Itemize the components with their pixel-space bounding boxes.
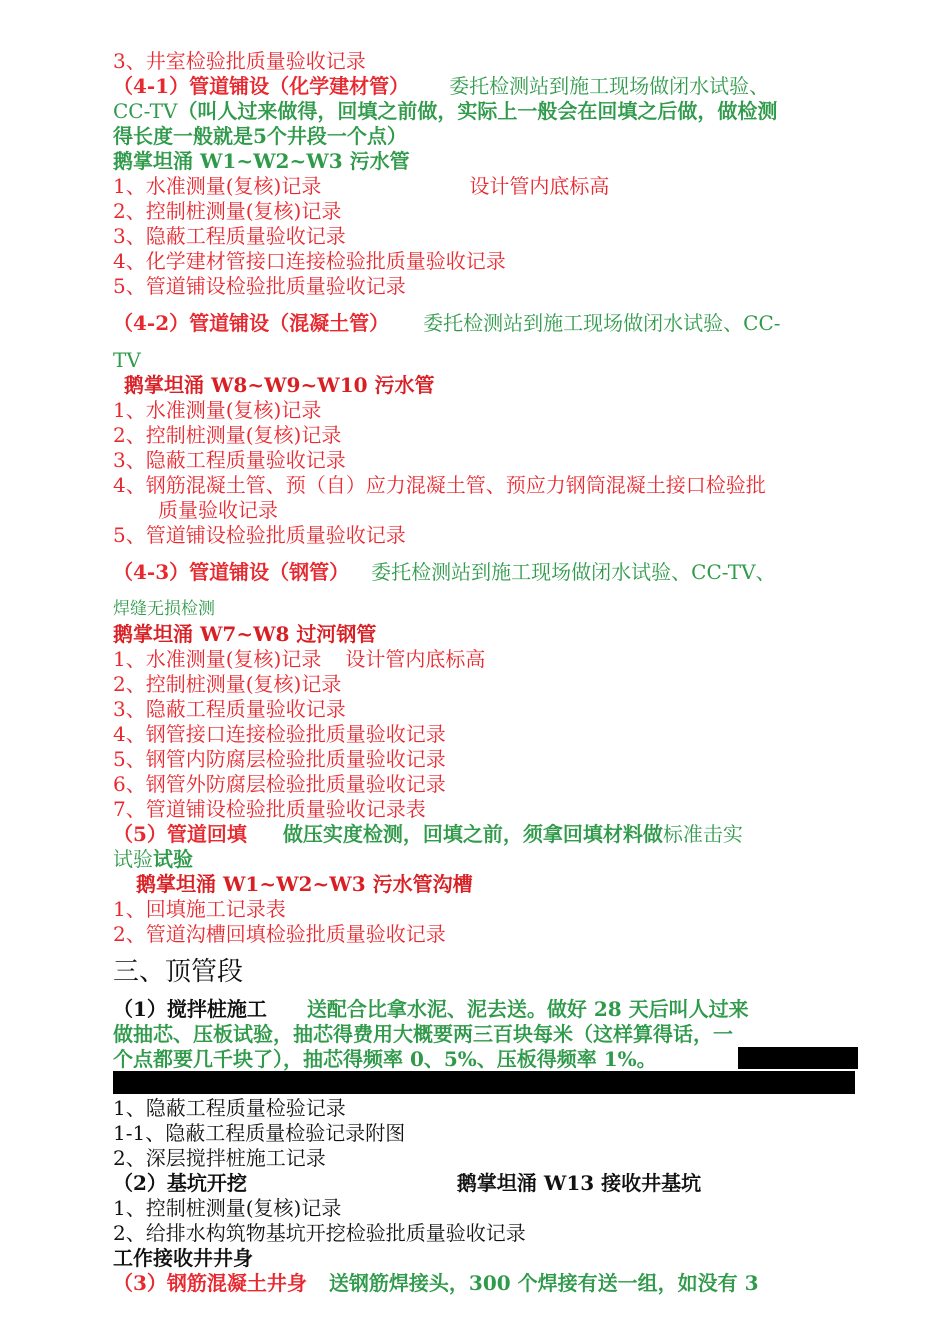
- subheading: 鹅掌坦涌 W7~W8 过河钢管: [113, 622, 377, 646]
- list-item-text: 1、水准测量(复核)记录: [113, 174, 322, 198]
- list-item: [113, 174, 868, 199]
- list-item: 5、管道铺设检验批质量验收记录: [113, 274, 406, 298]
- list-item: 1-1、隐蔽工程质量检验记录附图: [113, 1121, 406, 1145]
- heading-label: （1）搅拌桩施工: [113, 997, 267, 1021]
- list-item: 3、隐蔽工程质量验收记录: [113, 448, 346, 472]
- redaction-bar: [113, 1071, 855, 1094]
- section-heading-3: [113, 1271, 868, 1296]
- section-heading-2: [113, 1171, 868, 1196]
- heading-note: 委托检测站到施工现场做闭水试验、: [449, 74, 770, 98]
- section-heading-4-2: [113, 311, 868, 336]
- list-item: 5、钢管内防腐层检验批质量验收记录: [113, 747, 446, 771]
- heading-label: （5）管道回填: [113, 822, 247, 846]
- heading-label: （4-2）管道铺设（混凝土管）: [113, 311, 390, 335]
- list-item-note: 设计管内底标高: [469, 174, 610, 198]
- section-heading-4-1: [113, 74, 868, 99]
- heading-note: 做压实度检测，回填之前，须拿回填材料做: [282, 822, 663, 846]
- list-item: 3、井室检验批质量验收记录: [113, 49, 366, 73]
- heading-label: （3）钢筋混凝土井身: [113, 1271, 307, 1295]
- note-text: CC-TV: [113, 99, 178, 123]
- subheading: 鹅掌坦涌 W1~W2~W3 污水管: [113, 149, 410, 173]
- list-item: 1、水准测量(复核)记录: [113, 398, 322, 422]
- heading-note: 标准击实: [662, 822, 743, 846]
- list-item: 2、控制桩测量(复核)记录: [113, 672, 342, 696]
- section-heading-4-3: [113, 560, 868, 585]
- list-item: 1、隐蔽工程质量检验记录: [113, 1096, 346, 1120]
- subheading: 工作接收井井身: [113, 1246, 253, 1270]
- heading-note: 委托检测站到施工现场做闭水试验、CC-TV、: [371, 560, 776, 584]
- list-item-continued: 质量验收记录: [158, 498, 278, 522]
- note-line: 个点都要几千块了），抽芯得频率 0、5%、压板得频率 1%。: [113, 1047, 657, 1071]
- note-text: 试验: [113, 847, 153, 871]
- list-item-text: 1、水准测量(复核)记录: [113, 647, 322, 671]
- redaction-bar: [738, 1047, 858, 1069]
- heading-note: 鹅掌坦涌 W13 接收井基坑: [456, 1171, 702, 1195]
- list-item: 2、深层搅拌桩施工记录: [113, 1146, 326, 1170]
- heading-note: 送钢筋焊接头，300 个焊接有送一组，如没有 3: [328, 1271, 759, 1295]
- note-line: 焊缝无损检测: [113, 599, 215, 619]
- list-item: 6、钢管外防腐层检验批质量验收记录: [113, 772, 446, 796]
- note-line: [113, 847, 868, 872]
- subheading: 鹅掌坦涌 W1~W2~W3 污水管沟槽: [136, 872, 473, 896]
- list-item: 1、控制桩测量(复核)记录: [113, 1196, 342, 1220]
- section-heading-5: [113, 822, 868, 847]
- note-line: 做抽芯、压板试验，抽芯得费用大概要两三百块每米（这样算得话，一: [113, 1022, 733, 1046]
- list-item: 4、钢筋混凝土管、预（自）应力混凝土管、预应力钢筒混凝土接口检验批: [113, 473, 766, 497]
- list-item: 2、给排水构筑物基坑开挖检验批质量验收记录: [113, 1221, 526, 1245]
- heading-label: （4-1）管道铺设（化学建材管）: [113, 74, 410, 98]
- heading-label: （4-3）管道铺设（钢管）: [113, 560, 350, 584]
- section-title: 三、顶管段: [113, 957, 244, 987]
- list-item: 5、管道铺设检验批质量验收记录: [113, 523, 406, 547]
- note-line: TV: [113, 348, 141, 372]
- subheading: 鹅掌坦涌 W8~W9~W10 污水管: [124, 373, 435, 397]
- list-item: 2、控制桩测量(复核)记录: [113, 423, 342, 447]
- list-item: 3、隐蔽工程质量验收记录: [113, 224, 346, 248]
- list-item: 4、钢管接口连接检验批质量验收记录: [113, 722, 446, 746]
- list-item: 1、回填施工记录表: [113, 897, 286, 921]
- list-item: [113, 647, 868, 672]
- note-text: 试验: [153, 847, 193, 871]
- list-item: 3、隐蔽工程质量验收记录: [113, 697, 346, 721]
- list-item: 2、管道沟槽回填检验批质量验收记录: [113, 922, 446, 946]
- section-heading-1: [113, 997, 868, 1022]
- list-item: 7、管道铺设检验批质量验收记录表: [113, 797, 426, 821]
- heading-note: 委托检测站到施工现场做闭水试验、CC-: [423, 311, 781, 335]
- note-line: [113, 99, 868, 124]
- note-text: （叫人过来做得，回填之前做，实际上一般会在回填之后做，做检测: [177, 99, 778, 123]
- list-item: 2、控制桩测量(复核)记录: [113, 199, 342, 223]
- note-line: 得长度一般就是5个井段一个点）: [113, 124, 407, 148]
- heading-note: 送配合比拿水泥、泥去送。做好 28 天后叫人过来: [306, 997, 749, 1021]
- list-item-note: 设计管内底标高: [345, 647, 486, 671]
- list-item: 4、化学建材管接口连接检验批质量验收记录: [113, 249, 506, 273]
- heading-label: （2）基坑开挖: [113, 1171, 247, 1195]
